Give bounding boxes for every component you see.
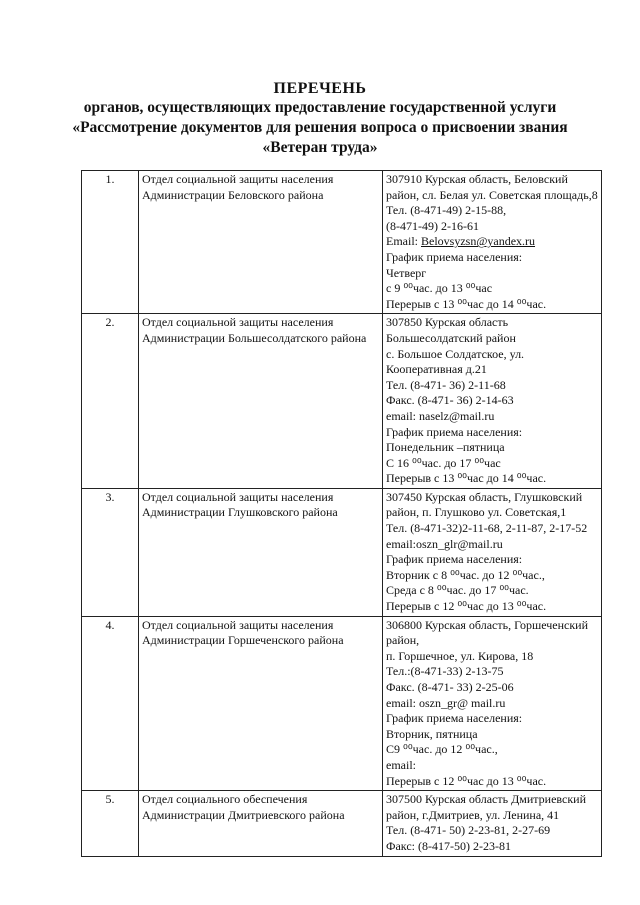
contact-line: (8-471-49) 2-16-61 xyxy=(386,218,479,233)
subtitle-line: «Ветеран труда» xyxy=(262,139,378,156)
contact-line: email: xyxy=(386,757,416,772)
contact-line: Понедельник –пятница xyxy=(386,440,505,455)
row-number: 3. xyxy=(82,488,139,616)
contact-line: Вторник, пятница xyxy=(386,726,478,741)
row-number: 4. xyxy=(82,616,139,791)
contact-line: Четверг xyxy=(386,265,427,280)
organization-line: Отдел социального обеспечения xyxy=(142,792,308,807)
organization-line: Администрации Большесолдатского района xyxy=(142,330,367,345)
contact-line: Среда с 8 ⁰⁰час. до 17 ⁰⁰час. xyxy=(386,583,529,598)
table-row xyxy=(82,616,602,791)
table-row xyxy=(82,488,602,616)
contact-line: район, сл. Белая ул. Советская площадь,8 xyxy=(386,187,598,202)
subtitle-line: органов, осуществляющих предоставление государственной услуги xyxy=(83,99,557,116)
contact-line: Большесолдатский район xyxy=(386,330,516,345)
contact-line: С9 ⁰⁰час. до 12 ⁰⁰час., xyxy=(386,742,498,757)
table-row xyxy=(82,314,602,489)
contact-cell xyxy=(383,171,602,314)
contact-line: Перерыв с 13 ⁰⁰час до 14 ⁰⁰час. xyxy=(386,471,547,486)
agencies-table xyxy=(81,170,602,857)
contact-line: Тел. (8-471-32)2-11-68, 2-11-87, 2-17-52 xyxy=(386,521,588,536)
organization-line: Отдел социальной защиты населения xyxy=(142,315,334,330)
email-link[interactable]: email: naselz@mail.ru xyxy=(386,408,495,423)
contact-line: Перерыв с 12 ⁰⁰час до 13 ⁰⁰час. xyxy=(386,599,547,614)
document-title: ПЕРЕЧЕНЬ xyxy=(273,80,367,97)
contact-line: 307450 Курская область, Глушковский xyxy=(386,489,583,504)
contact-cell xyxy=(383,314,602,489)
contact-line: Факс: (8-417-50) 2-23-81 xyxy=(386,838,511,853)
contact-line: Тел. (8-471- 36) 2-11-68 xyxy=(386,377,506,392)
contact-cell xyxy=(383,488,602,616)
contact-line: Кооперативная д.21 xyxy=(386,362,487,377)
row-number: 1. xyxy=(82,171,139,314)
contact-cell xyxy=(383,791,602,856)
contact-line: Перерыв с 12 ⁰⁰час до 13 ⁰⁰час. xyxy=(386,773,547,788)
contact-line: 307910 Курская область, Беловский xyxy=(386,172,568,186)
document-subtitle xyxy=(0,98,640,158)
contact-line: График приема населения: xyxy=(386,249,523,264)
email-link[interactable]: email: oszn_gr@ mail.ru xyxy=(386,695,506,710)
contact-line: район, г.Дмитриев, ул. Ленина, 41 xyxy=(386,807,560,822)
contact-line: 307850 Курская область xyxy=(386,315,509,330)
email-link[interactable]: email:oszn_glr@mail.ru xyxy=(386,536,503,551)
contact-cell xyxy=(383,616,602,791)
row-number: 5. xyxy=(82,791,139,856)
contact-line: район, xyxy=(386,633,420,648)
email-address[interactable]: Belovsyzsn@yandex.ru xyxy=(421,234,536,249)
contact-line: Вторник с 8 ⁰⁰час. до 12 ⁰⁰час., xyxy=(386,567,545,582)
contact-line: район, п. Глушково ул. Советская,1 xyxy=(386,505,567,520)
organization-cell xyxy=(139,314,383,489)
organization-line: Отдел социальной защиты населения xyxy=(142,489,334,504)
organization-line: Администрации Горшеченского района xyxy=(142,633,344,648)
contact-line: п. Горшечное, ул. Кирова, 18 xyxy=(386,648,534,663)
organization-line: Администрации Дмитриевского района xyxy=(142,807,345,822)
organization-cell xyxy=(139,791,383,856)
contact-line: График приема населения: xyxy=(386,424,523,439)
contact-line: 306800 Курская область, Горшеченский xyxy=(386,617,589,632)
contact-line: Факс. (8-471- 36) 2-14-63 xyxy=(386,393,514,408)
contact-line: с. Большое Солдатское, ул. xyxy=(386,346,525,361)
contact-line: Тел. (8-471-49) 2-15-88, xyxy=(386,203,507,218)
organization-line: Отдел социальной защиты населения xyxy=(142,617,334,632)
contact-line: Тел.:(8-471-33) 2-13-75 xyxy=(386,664,504,679)
organization-cell xyxy=(139,171,383,314)
organization-line: Отдел социальной защиты населения xyxy=(142,172,334,186)
table-row xyxy=(82,791,602,856)
email-link[interactable]: Email: Belovsyzsn@yandex.ru xyxy=(386,234,536,249)
contact-line: График приема населения: xyxy=(386,552,523,567)
organization-cell xyxy=(139,616,383,791)
contact-line: с 9 ⁰⁰час. до 13 ⁰⁰час xyxy=(386,281,493,296)
subtitle-line: «Рассмотрение документов для решения вопроса о присвоении звания xyxy=(72,119,568,136)
contact-line: 307500 Курская область Дмитриевский xyxy=(386,792,587,807)
table-row xyxy=(82,171,602,314)
organization-line: Администрации Глушковского района xyxy=(142,505,338,520)
organization-cell xyxy=(139,488,383,616)
organization-line: Администрации Беловского района xyxy=(142,187,324,202)
row-number: 2. xyxy=(82,314,139,489)
contact-line: Тел. (8-471- 50) 2-23-81, 2-27-69 xyxy=(386,823,551,838)
contact-line: Перерыв с 13 ⁰⁰час до 14 ⁰⁰час. xyxy=(386,296,547,311)
contact-line: Факс. (8-471- 33) 2-25-06 xyxy=(386,680,514,694)
contact-line: График приема населения: xyxy=(386,711,523,726)
contact-line: С 16 ⁰⁰час. до 17 ⁰⁰час xyxy=(386,455,501,470)
